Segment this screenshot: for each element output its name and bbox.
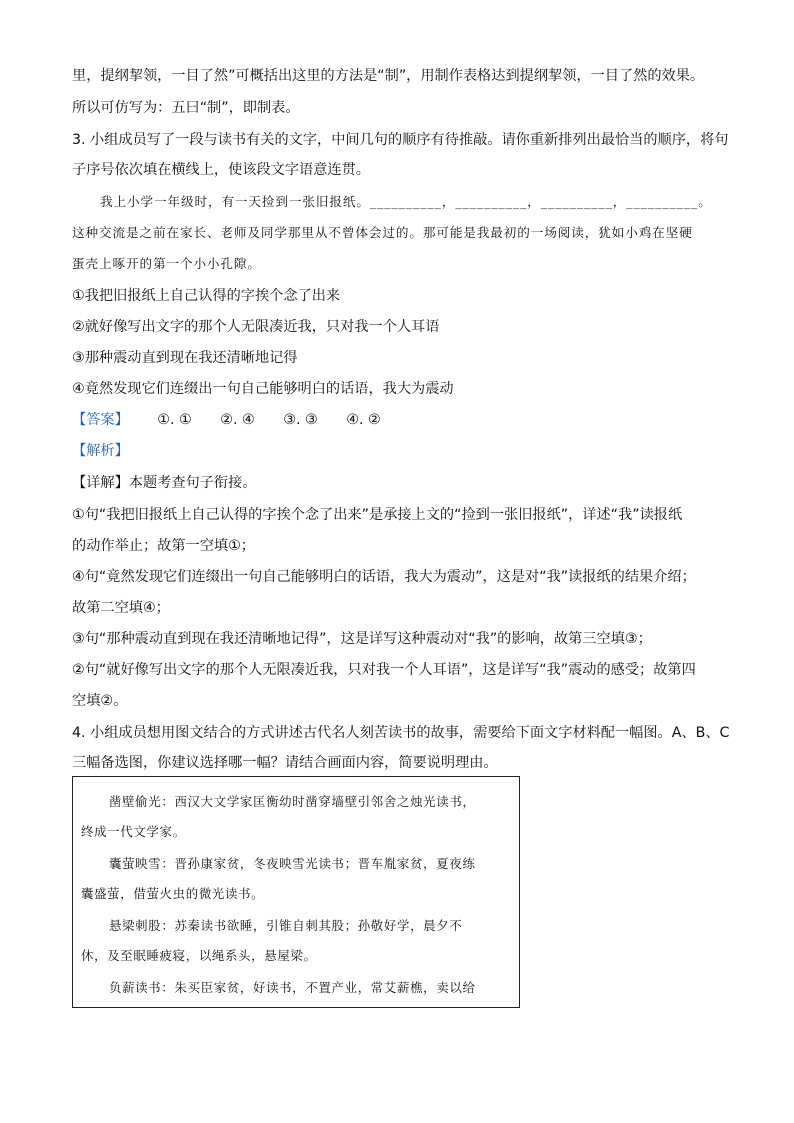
q3-passage-line-1: 我上小学一年级时，有一天捡到一张旧报纸。__________，__________，__________，__________。 xyxy=(100,194,712,209)
q3-stem-line-2: 子序号依次填在横线上，使该段文字语意连贯。 xyxy=(72,162,370,178)
material-line-4: 囊盛萤，借萤火虫的微光读书。 xyxy=(81,886,265,901)
detail-row xyxy=(72,473,256,493)
q3-stem-line-1: 3. 小组成员写了一段与读书有关的文字，中间几句的顺序有待推敲。请你重新排列出最恰当的顺序，将句 xyxy=(72,132,729,148)
q3-option-3: ③那种震动直到现在我还清晰地记得 xyxy=(72,350,298,366)
explain-line-2: 的动作举止；故第一空填①； xyxy=(72,538,255,554)
q3-option-1: ①我把旧报纸上自己认得的字挨个念了出来 xyxy=(72,288,341,304)
q3-option-4: ④竟然发现它们连缀出一句自己能够明白的话语，我大为震动 xyxy=(72,381,454,397)
answer-2: ②. ④ xyxy=(220,412,255,428)
detail-text: 本题考查句子衔接。 xyxy=(128,475,257,491)
q3-passage-line-3: 蛋壳上啄开的第一个小小孔隙。 xyxy=(72,256,261,271)
explain-line-5: ③句“那种震动直到现在我还清晰地记得”，这是详写这种震动对“我”的影响，故第三空填③； xyxy=(72,631,652,647)
material-box xyxy=(72,776,520,1008)
material-line-6: 休，及至眠睡疲寝，以绳系头，悬屋梁。 xyxy=(81,948,317,963)
q4-stem-line-1: 4. 小组成员想用图文结合的方式讲述古代名人刻苦读书的故事，需要给下面文字材料配一幅图。A、B、C xyxy=(72,725,730,741)
analysis-label: 【解析】 xyxy=(72,443,129,459)
answer-row xyxy=(72,410,381,430)
explain-line-6: ②句“就好像写出文字的那个人无限凑近我，只对我一个人耳语”，这是详写“我”震动的感受；故第四 xyxy=(72,662,696,678)
material-line-1: 凿壁偷光：西汉大文学家匡衡幼时凿穿墙壁引邻舍之烛光读书， xyxy=(109,794,476,809)
material-line-7: 负薪读书：朱买臣家贫，好读书，不置产业，常艾薪樵，卖以给 xyxy=(109,980,476,995)
material-line-2: 终成一代文学家。 xyxy=(81,824,186,839)
q4-stem-line-2: 三幅备选图，你建议选择哪一幅？请结合画面内容，简要说明理由。 xyxy=(72,755,498,771)
answer-4: ④. ② xyxy=(346,412,381,428)
explain-line-7: 空填②。 xyxy=(72,693,128,709)
explain-line-4: 故第二空填④； xyxy=(72,600,170,616)
explain-line-3: ④句“竟然发现它们连缀出一句自己能够明白的话语，我大为震动”，这是对“我”读报纸的结果介绍； xyxy=(72,569,696,585)
detail-label: 【详解】 xyxy=(72,475,129,491)
q3-passage-line-2: 这种交流是之前在家长、老师及同学那里从不曾体会过的。那可能是我最初的一场阅读，犹如小鸡在坚硬 xyxy=(72,225,693,240)
material-line-5: 悬梁刺股：苏秦读书欲睡，引锥自刺其股；孙敬好学，晨夕不 xyxy=(109,918,463,933)
intro-line-2: 所以可仿写为：五曰“制”，即制表。 xyxy=(72,100,300,116)
intro-line-1: 里，提纲挈领，一目了然”可概括出这里的方法是“制”，用制作表格达到提纲挈领，一目了然的效果。 xyxy=(72,68,705,84)
answer-label: 【答案】 xyxy=(72,412,129,428)
answer-3: ③. ③ xyxy=(283,412,318,428)
q3-option-2: ②就好像写出文字的那个人无限凑近我，只对我一个人耳语 xyxy=(72,319,440,335)
answer-1: ①. ① xyxy=(157,412,192,428)
material-line-3: 囊萤映雪：晋孙康家贫，冬夜映雪光读书；晋车胤家贫，夏夜练 xyxy=(109,856,476,871)
explain-line-1: ①句“我把旧报纸上自己认得的字挨个念了出来”是承接上文的“捡到一张旧报纸”，详述“我”读报纸 xyxy=(72,507,683,523)
